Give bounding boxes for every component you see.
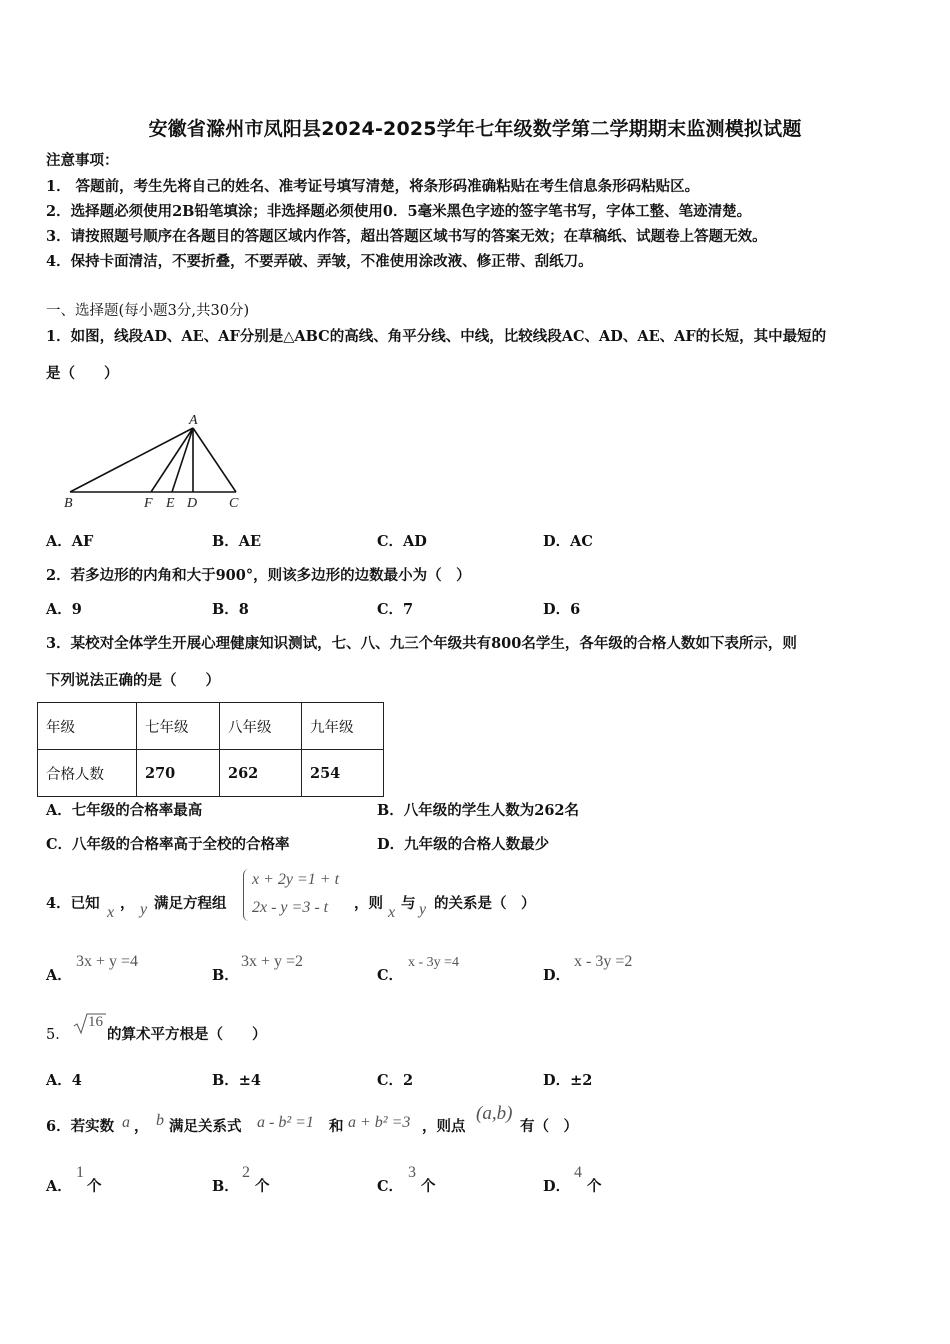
q4-equation-2: 2x - y =3 - t	[252, 899, 329, 916]
q4-option-a-expr[interactable]: 3x + y =4	[76, 953, 139, 970]
q6-mid: 满足关系式	[169, 1118, 242, 1135]
page-title: 安徽省滁州市凤阳县2024-2025学年七年级数学第二学期期末监测模拟试题	[148, 118, 802, 140]
segment-ac	[193, 428, 236, 492]
q3-option-b[interactable]: B．八年级的学生人数为262名	[377, 802, 580, 819]
q1-option-a[interactable]: A．AF	[46, 533, 94, 550]
q6-option-c-num[interactable]: 3	[408, 1164, 416, 1181]
q6-var-a: a	[122, 1114, 130, 1131]
notice-item-4: 4．保持卡面清洁，不要折叠，不要弄破、弄皱，不准使用涂改液、修正带、刮纸刀。	[46, 253, 593, 270]
table-cell: 254	[302, 750, 384, 797]
q4-var-y: y	[140, 901, 148, 918]
q6-option-a-label[interactable]: A．	[46, 1178, 72, 1195]
q6-suffix: 有（ ）	[520, 1118, 578, 1135]
table-row	[38, 703, 384, 750]
table-cell: 合格人数	[38, 750, 137, 797]
q4-option-b-label[interactable]: B．	[212, 967, 239, 984]
q5-radicand: 16	[88, 1014, 103, 1030]
q5-option-a[interactable]: A．4	[46, 1072, 82, 1089]
q4-comma: ，	[120, 895, 135, 912]
triangle-figure	[56, 405, 256, 515]
q2-option-b[interactable]: B．8	[212, 601, 249, 618]
q6-and: 和	[329, 1118, 344, 1135]
notice-item-2: 2．选择题必须使用2B铅笔填涂；非选择题必须使用0．5毫米黑色字迹的签字笔书写，字体工整、笔迹清楚。	[46, 203, 752, 220]
notice-heading: 注意事项：	[46, 152, 119, 169]
q2-option-a[interactable]: A．9	[46, 601, 82, 618]
table-header-cell: 七年级	[137, 703, 220, 750]
table-cell: 270	[137, 750, 220, 797]
q3-option-d[interactable]: D．九年级的合格人数最少	[377, 836, 550, 853]
q4-mid: 满足方程组	[154, 895, 227, 912]
table-header-cell: 年级	[38, 703, 137, 750]
q4-equation-1: x + 2y =1 + t	[252, 871, 340, 888]
q4-option-b-expr[interactable]: 3x + y =2	[241, 953, 304, 970]
grades-table	[37, 702, 384, 797]
q4-suffix: 的关系是（ ）	[434, 895, 536, 912]
q4-var-x: x	[107, 904, 115, 921]
q4-option-d-label[interactable]: D．	[543, 967, 571, 984]
label-d: D	[187, 496, 198, 511]
q6-option-b-label[interactable]: B．	[212, 1178, 239, 1195]
table-header-cell: 九年级	[302, 703, 384, 750]
q5-option-b[interactable]: B．±4	[212, 1072, 261, 1089]
q5-option-d[interactable]: D．±2	[543, 1072, 593, 1089]
q6-option-b-unit[interactable]: 个	[255, 1178, 270, 1195]
q5-option-c[interactable]: C．2	[377, 1072, 414, 1089]
q6-prefix: 6．若实数	[46, 1118, 115, 1135]
label-e: E	[166, 496, 175, 511]
q6-option-d-unit[interactable]: 个	[587, 1178, 602, 1195]
q4-option-d-expr[interactable]: x - 3y =2	[574, 953, 633, 970]
q1-text-line1: 1．如图，线段AD、AE、AF分别是△ABC的高线、角平分线、中线，比较线段AC、AD、AE、AF的长短，其中最短的	[46, 328, 827, 345]
q4-var-x2: x	[388, 904, 396, 921]
label-b: B	[64, 496, 73, 511]
q5-prefix: 5．	[46, 1027, 70, 1043]
q5-suffix: 的算术平方根是（ ）	[107, 1026, 267, 1043]
q6-var-b: b	[156, 1112, 164, 1129]
q4-var-y2: y	[419, 901, 427, 918]
q1-text-line2: 是（ ）	[46, 365, 119, 382]
segment-af	[151, 428, 193, 492]
table-header-cell: 八年级	[220, 703, 302, 750]
q4-then: ，则	[354, 895, 383, 912]
q6-relation-1: a - b² =1	[257, 1114, 314, 1131]
q1-option-c[interactable]: C．AD	[377, 533, 427, 550]
label-a: A	[189, 413, 198, 428]
q4-option-c-label[interactable]: C．	[377, 967, 404, 984]
q3-option-c[interactable]: C．八年级的合格率高于全校的合格率	[46, 836, 290, 853]
q3-text-line2: 下列说法正确的是（ ）	[46, 672, 220, 689]
q6-option-a-num[interactable]: 1	[76, 1164, 84, 1181]
q4-and: 与	[401, 895, 416, 912]
q3-text-line1: 3．某校对全体学生开展心理健康知识测试，七、八、九三个年级共有800名学生，各年级的合格人数如下表所示，则	[46, 635, 797, 652]
q3-option-a[interactable]: A．七年级的合格率最高	[46, 802, 203, 819]
notice-item-3: 3．请按照题号顺序在各题目的答题区域内作答，超出答题区域书写的答案无效；在草稿纸、试题卷上答题无效。	[46, 228, 767, 245]
q4-prefix: 4．已知	[46, 895, 100, 912]
q2-option-c[interactable]: C．7	[377, 601, 414, 618]
q6-option-a-unit[interactable]: 个	[87, 1178, 102, 1195]
q6-option-d-num[interactable]: 4	[574, 1164, 582, 1181]
q1-option-d[interactable]: D．AC	[543, 533, 593, 550]
q6-then: ，则点	[422, 1118, 466, 1135]
label-f: F	[144, 496, 153, 511]
q6-option-d-label[interactable]: D．	[543, 1178, 571, 1195]
q6-comma: ，	[134, 1118, 149, 1135]
q6-option-b-num[interactable]: 2	[242, 1164, 250, 1181]
system-brace	[243, 869, 249, 921]
table-cell: 262	[220, 750, 302, 797]
q6-option-c-unit[interactable]: 个	[421, 1178, 436, 1195]
q6-relation-2: a + b² =3	[348, 1114, 411, 1131]
q2-text: 2．若多边形的内角和大于900°，则该多边形的边数最小为（ ）	[46, 567, 471, 584]
section-heading: 一、选择题(每小题3分,共30分)	[46, 303, 250, 319]
q4-option-c-expr[interactable]: x - 3y =4	[408, 955, 460, 970]
q2-option-d[interactable]: D．6	[543, 601, 581, 618]
q6-option-c-label[interactable]: C．	[377, 1178, 404, 1195]
label-c: C	[229, 496, 239, 511]
q1-option-b[interactable]: B．AE	[212, 533, 262, 550]
table-row	[38, 750, 384, 797]
notice-item-1: 1． 答题前，考生先将自己的姓名、准考证号填写清楚，将条形码准确粘贴在考生信息条形码粘贴区。	[46, 178, 700, 195]
q4-option-a-label[interactable]: A．	[46, 967, 72, 984]
q6-point: (a,b)	[476, 1103, 513, 1124]
